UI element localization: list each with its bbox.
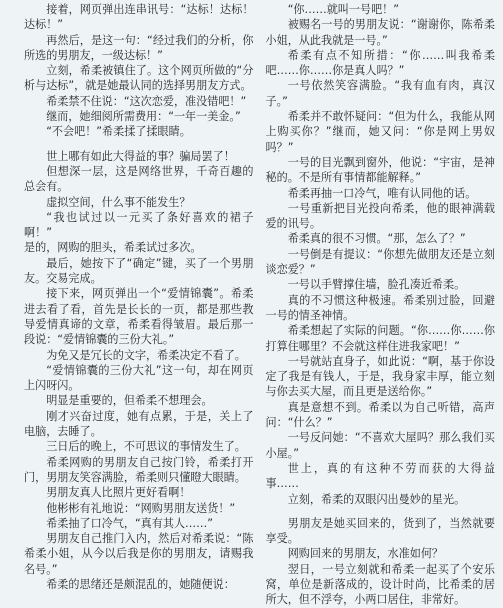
paragraph: 真是意想不到。希柔以为自己听错，高声问：“什么？” (265, 400, 495, 430)
paragraph: 三日后的晚上，不可思议的事情发生了。 (46, 440, 246, 454)
paragraph: “爱情锦囊的三份大礼”这一句，却在网页上闪呀闪。 (24, 363, 254, 393)
paragraph: 男朋友是她买回来的，货到了，当然就要享受。 (265, 516, 495, 546)
paragraph: 一号的目光飘到窗外，他说：“宇宙，是神秘的。不是所有事情都能解释。” (265, 155, 495, 185)
paragraph: 再然后，是这一句：“经过我们的分析，你所选的男朋友，一级达标！” (24, 33, 254, 62)
paragraph: 世上，真的有这种不劳而获的大得益事…… (265, 461, 495, 491)
paragraph: 希柔抽了口冷气，“真有其人……” (46, 516, 213, 530)
paragraph: 是的，网购的胆头，希柔试过多次。 (24, 241, 202, 255)
paragraph: 希柔有点不知所措：“你……叫我希柔吧……你……你是真人吗？” (265, 48, 495, 78)
paragraph: 虚拟空间，什么事不能发生？ (46, 195, 191, 209)
paragraph: 真的不习惯这种极速。希柔别过脸，回避一号的情圣神情。 (265, 293, 495, 322)
paragraph: 立刻，希柔的双眼闪出曼妙的星光。 (287, 492, 466, 506)
paragraph: 希柔禁不住说：“这次恋爱，准没错吧！” (46, 94, 247, 108)
paragraph: 一号依然笑容满脸。“我有血有肉，真汉子。” (265, 79, 495, 108)
paragraph: 希柔再抽一口冷气，唯有认同他的话。 (287, 186, 477, 200)
paragraph: “我也试过以一元买了条好喜欢的裙子啊！” (24, 210, 254, 240)
paragraph: 为免又是冗长的文字，希柔决定不看了。 (46, 348, 246, 362)
paragraph: 接着，网页弹出连串讯号：“达标！达标！达标！” (24, 3, 254, 32)
paragraph: 希柔真的很不习惯。“那，怎么了？” (287, 232, 466, 246)
paragraph: 希柔的思绪还是颇混乱的，她随便说： (46, 577, 235, 591)
paragraph: 明显是重要的，但希柔不想理会。 (46, 394, 213, 408)
paragraph: 一号就站直身子，如此说：“啊，基于你设定了我是有钱人，于是，我身家丰厚，能立刻与你去买大屋，而且更是送给你。” (265, 354, 495, 399)
paragraph: 男朋友真人比照片更好看啊！ (46, 486, 191, 500)
paragraph: 翌日，一号立刻就和希柔一起买了个安乐窝，单位是新落成的，设计时尚，比希柔的居所大，但不浮夸，小两口居住，非常好。 (265, 562, 495, 607)
left-text-column (24, 2, 254, 592)
paragraph: 希柔并不敢怀疑问：“但为什么，我能从网上购买你？”继而，她又问：“你是网上男奴吗？” (265, 110, 495, 154)
paragraph: 网购回来的男朋友，水准如何？ (287, 547, 444, 561)
paragraph: 一号以手臂撑住墙，脸孔凑近希柔。 (287, 278, 466, 292)
paragraph: 一号反问她：“不喜欢大屋吗？那么我们买小屋。” (265, 431, 495, 460)
paragraph: “你……就叫一号吧！” (287, 3, 400, 16)
paragraph: 希柔想起了实际的问题。“你……你……你打算住哪里？不会就这样住进我家吧！” (265, 324, 495, 353)
paragraph: “不会吧！”希柔揉了揉眼睛。 (46, 125, 191, 139)
paragraph: 一号倒是有提议：“你想先做朋友还是立刻谈恋爱？” (265, 247, 495, 277)
paragraph: 接下来，网页弹出一个“爱情锦囊”。希柔进去看了看，首先是长长的一页，都是那些教导爱情真谛的文章，希柔看得皱眉。最后那一段说：“爱情锦囊的三份大礼。” (24, 287, 254, 347)
paragraph: 被赐名一号的男朋友说：“谢谢你，陈希柔小姐，从此我就是一号。” (265, 18, 495, 47)
paragraph: 刚才兴奋过度，她有点累，于是，关上了电脑，去睡了。 (24, 409, 254, 439)
section-gap (24, 140, 254, 149)
paragraph: 立刻，希柔被镇住了。这个网页所做的“分析与达标”，就是她最认同的选择男朋友方式。 (24, 64, 254, 93)
section-gap (266, 507, 496, 516)
paragraph: 但想深一层，这是网络世界，千奇百趣的总会有。 (24, 164, 254, 194)
paragraph: 最后，她按下了“确定”键，买了一个男朋友。交易完成。 (24, 256, 254, 286)
paragraph: 希柔网购的男朋友自己按门铃，希柔打开门，男朋友笑容满脸，希柔则只懂瞪大眼睛。 (24, 455, 254, 484)
paragraph: 继而，她细阅所需费用：“一年一美金。” (46, 110, 241, 124)
paragraph: 一号重新把目光投向希柔，他的眼神满载爱的讯号。 (265, 201, 495, 231)
right-text-column (265, 2, 496, 607)
paragraph: 他彬彬有礼地说：“网购男朋友送货！” (46, 501, 236, 515)
paragraph: 世上哪有如此大得益的事？骗局罢了！ (46, 149, 235, 163)
paragraph: 男朋友自己推门入内，然后对希柔说：“陈希柔小姐，从今以后我是你的男朋友，请赐我名号。” (24, 532, 254, 576)
